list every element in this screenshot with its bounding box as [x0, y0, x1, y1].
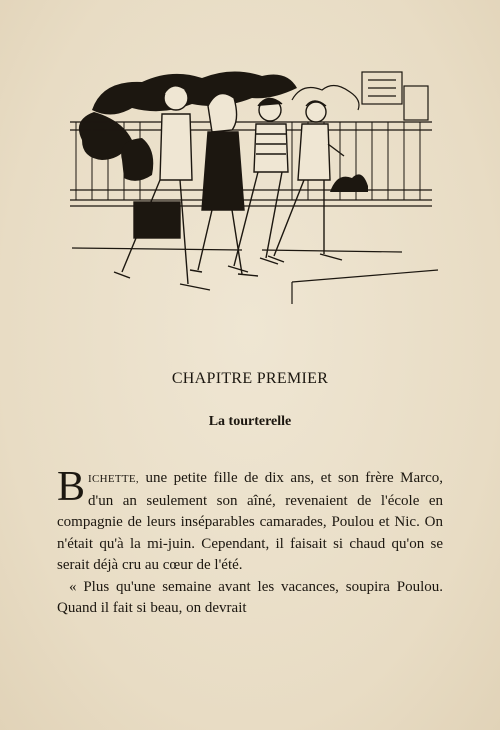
drop-cap: B [57, 464, 86, 510]
chapter-body [57, 464, 443, 620]
paragraph-1-text: une petite fille de dix ans, et son frère Marco, d'un an seulement son aîné, revenaient de l'école en compagnie de leurs inséparables camarades, Poulou et Nic. On n'était qu'à la mi-juin. Cependant, il faisait si chaud qu'on se serait déjà cru au cœur de l'été. [57, 470, 443, 573]
chapter-title: CHAPITRE PREMIER [171, 370, 329, 387]
paragraph-1 [57, 464, 443, 577]
paragraph-2: « Plus qu'une semaine avant les vacances, soupira Poulou. Quand il fait si beau, on devrait [57, 578, 443, 616]
lead-small-caps: ICHETTE, [88, 473, 139, 485]
chapter-subtitle: La tourterelle [208, 414, 292, 429]
children-walking-illustration [62, 60, 444, 310]
